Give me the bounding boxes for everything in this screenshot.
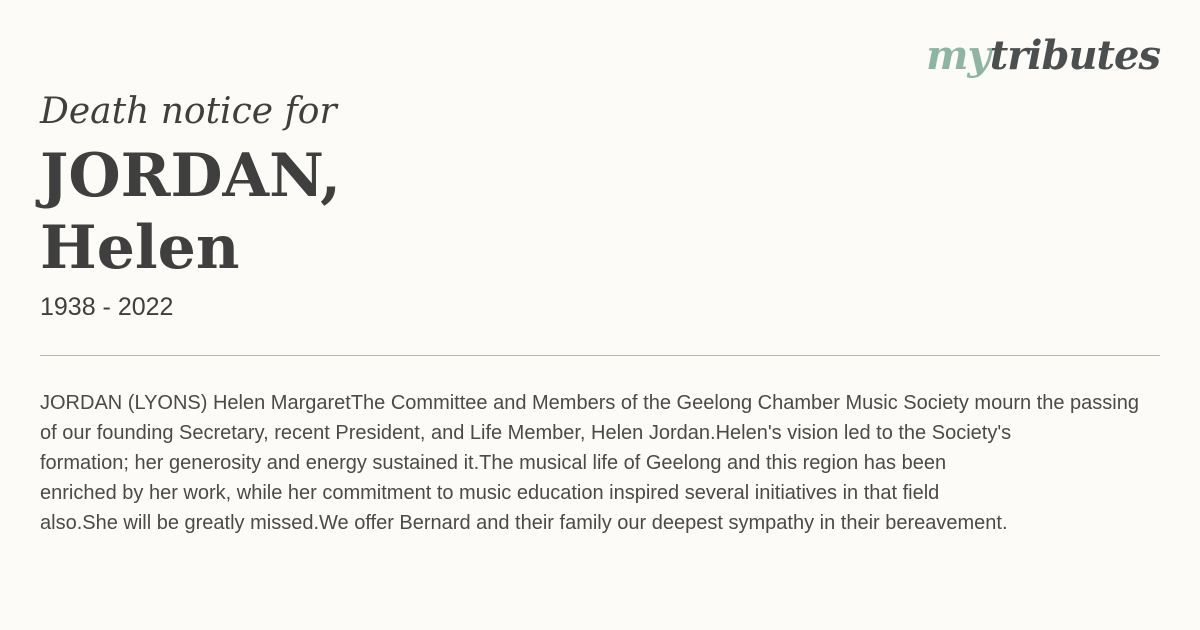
divider: [40, 355, 1160, 356]
notice-line: JORDAN (LYONS) Helen MargaretThe Committee and Members of the Geelong Chamber Music Society mourn the passing: [40, 392, 1139, 414]
deceased-given-name: Helen: [40, 213, 240, 283]
deceased-name: [40, 140, 341, 284]
logo-suffix: tributes: [989, 32, 1160, 79]
notice-line: formation; her generosity and energy sustained it.The musical life of Geelong and this region has been: [40, 452, 947, 474]
notice-line: enriched by her work, while her commitment to music education inspired several initiatives in that field: [40, 482, 940, 504]
notice-body: [40, 388, 1200, 538]
logo-prefix: my: [926, 32, 990, 79]
mytributes-logo[interactable]: [926, 32, 1160, 79]
deceased-surname: JORDAN,: [40, 141, 341, 211]
notice-lead: Death notice for: [40, 91, 337, 132]
life-years: 1938 - 2022: [40, 293, 174, 321]
notice-line: also.She will be greatly missed.We offer Bernard and their family our deepest sympathy in their bereavement.: [40, 512, 1008, 534]
notice-line: of our founding Secretary, recent President, and Life Member, Helen Jordan.Helen's vision led to the Society's: [40, 422, 1012, 444]
